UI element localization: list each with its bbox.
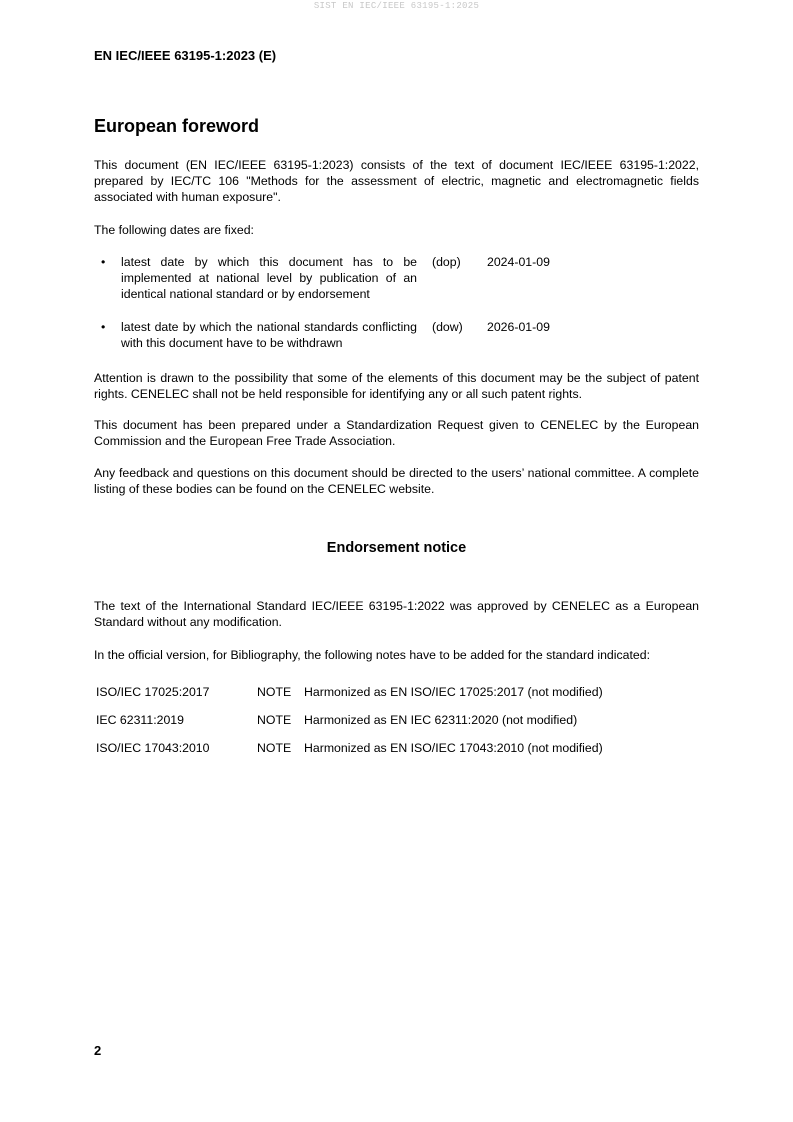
dates-intro: The following dates are fixed: [94,223,254,237]
reference-note-label: NOTE [257,713,292,727]
endorsement-title: Endorsement notice [326,540,467,556]
bullet-icon: • [101,255,106,269]
document-id-header: EN IEC/IEEE 63195-1:2023 (E) [94,48,277,63]
date-item-date: 2024-01-09 [487,255,550,269]
page-number: 2 [94,1043,102,1058]
bullet-icon: • [101,320,106,334]
reference-note-text: Harmonized as EN ISO/IEC 17025:2017 (not modified) [304,685,603,699]
standardization-paragraph: This document has been prepared under a Standardization Request given to CENELEC by the European Commission and the European Free Trade Association. [94,418,699,448]
date-item-date: 2026-01-09 [487,320,550,334]
reference-note-text: Harmonized as EN IEC 62311:2020 (not modified) [304,713,578,727]
watermark: SIST EN IEC/IEEE 63195-1:2025 [313,1,480,11]
date-item-code: (dop) [432,255,461,269]
bibliography-intro: In the official version, for Bibliography, the following notes have to be added for the standard indicated: [94,648,650,662]
reference-note-label: NOTE [257,741,292,755]
patent-paragraph: Attention is drawn to the possibility that some of the elements of this document may be the subject of patent rights. CENELEC shall not be held responsible for identifying any or all such patent rights. [94,371,699,401]
reference-standard: ISO/IEC 17025:2017 [96,685,210,699]
reference-note-text: Harmonized as EN ISO/IEC 17043:2010 (not modified) [304,741,603,755]
reference-standard: IEC 62311:2019 [96,713,184,727]
foreword-title: European foreword [94,116,260,136]
reference-note-label: NOTE [257,685,292,699]
date-item-text: latest date by which the national standards conflicting with this document have to be withdrawn [121,320,417,350]
feedback-paragraph: Any feedback and questions on this document should be directed to the users’ national committee. A complete listing of these bodies can be found on the CENELEC website. [94,466,699,496]
date-item-code: (dow) [432,320,463,334]
endorsement-text: The text of the International Standard IEC/IEEE 63195-1:2022 was approved by CENELEC as a European Standard without any modification. [94,599,699,629]
reference-standard: ISO/IEC 17043:2010 [96,741,210,755]
date-item-text: latest date by which this document has to be implemented at national level by publication of an identical national standard or by endorsement [121,255,417,301]
foreword-intro: This document (EN IEC/IEEE 63195-1:2023) consists of the text of document IEC/IEEE 63195-1:2022, prepared by IEC/TC 106 "Methods for the assessment of electric, magnetic and electromagnetic fields associated with human exposure". [94,158,699,204]
